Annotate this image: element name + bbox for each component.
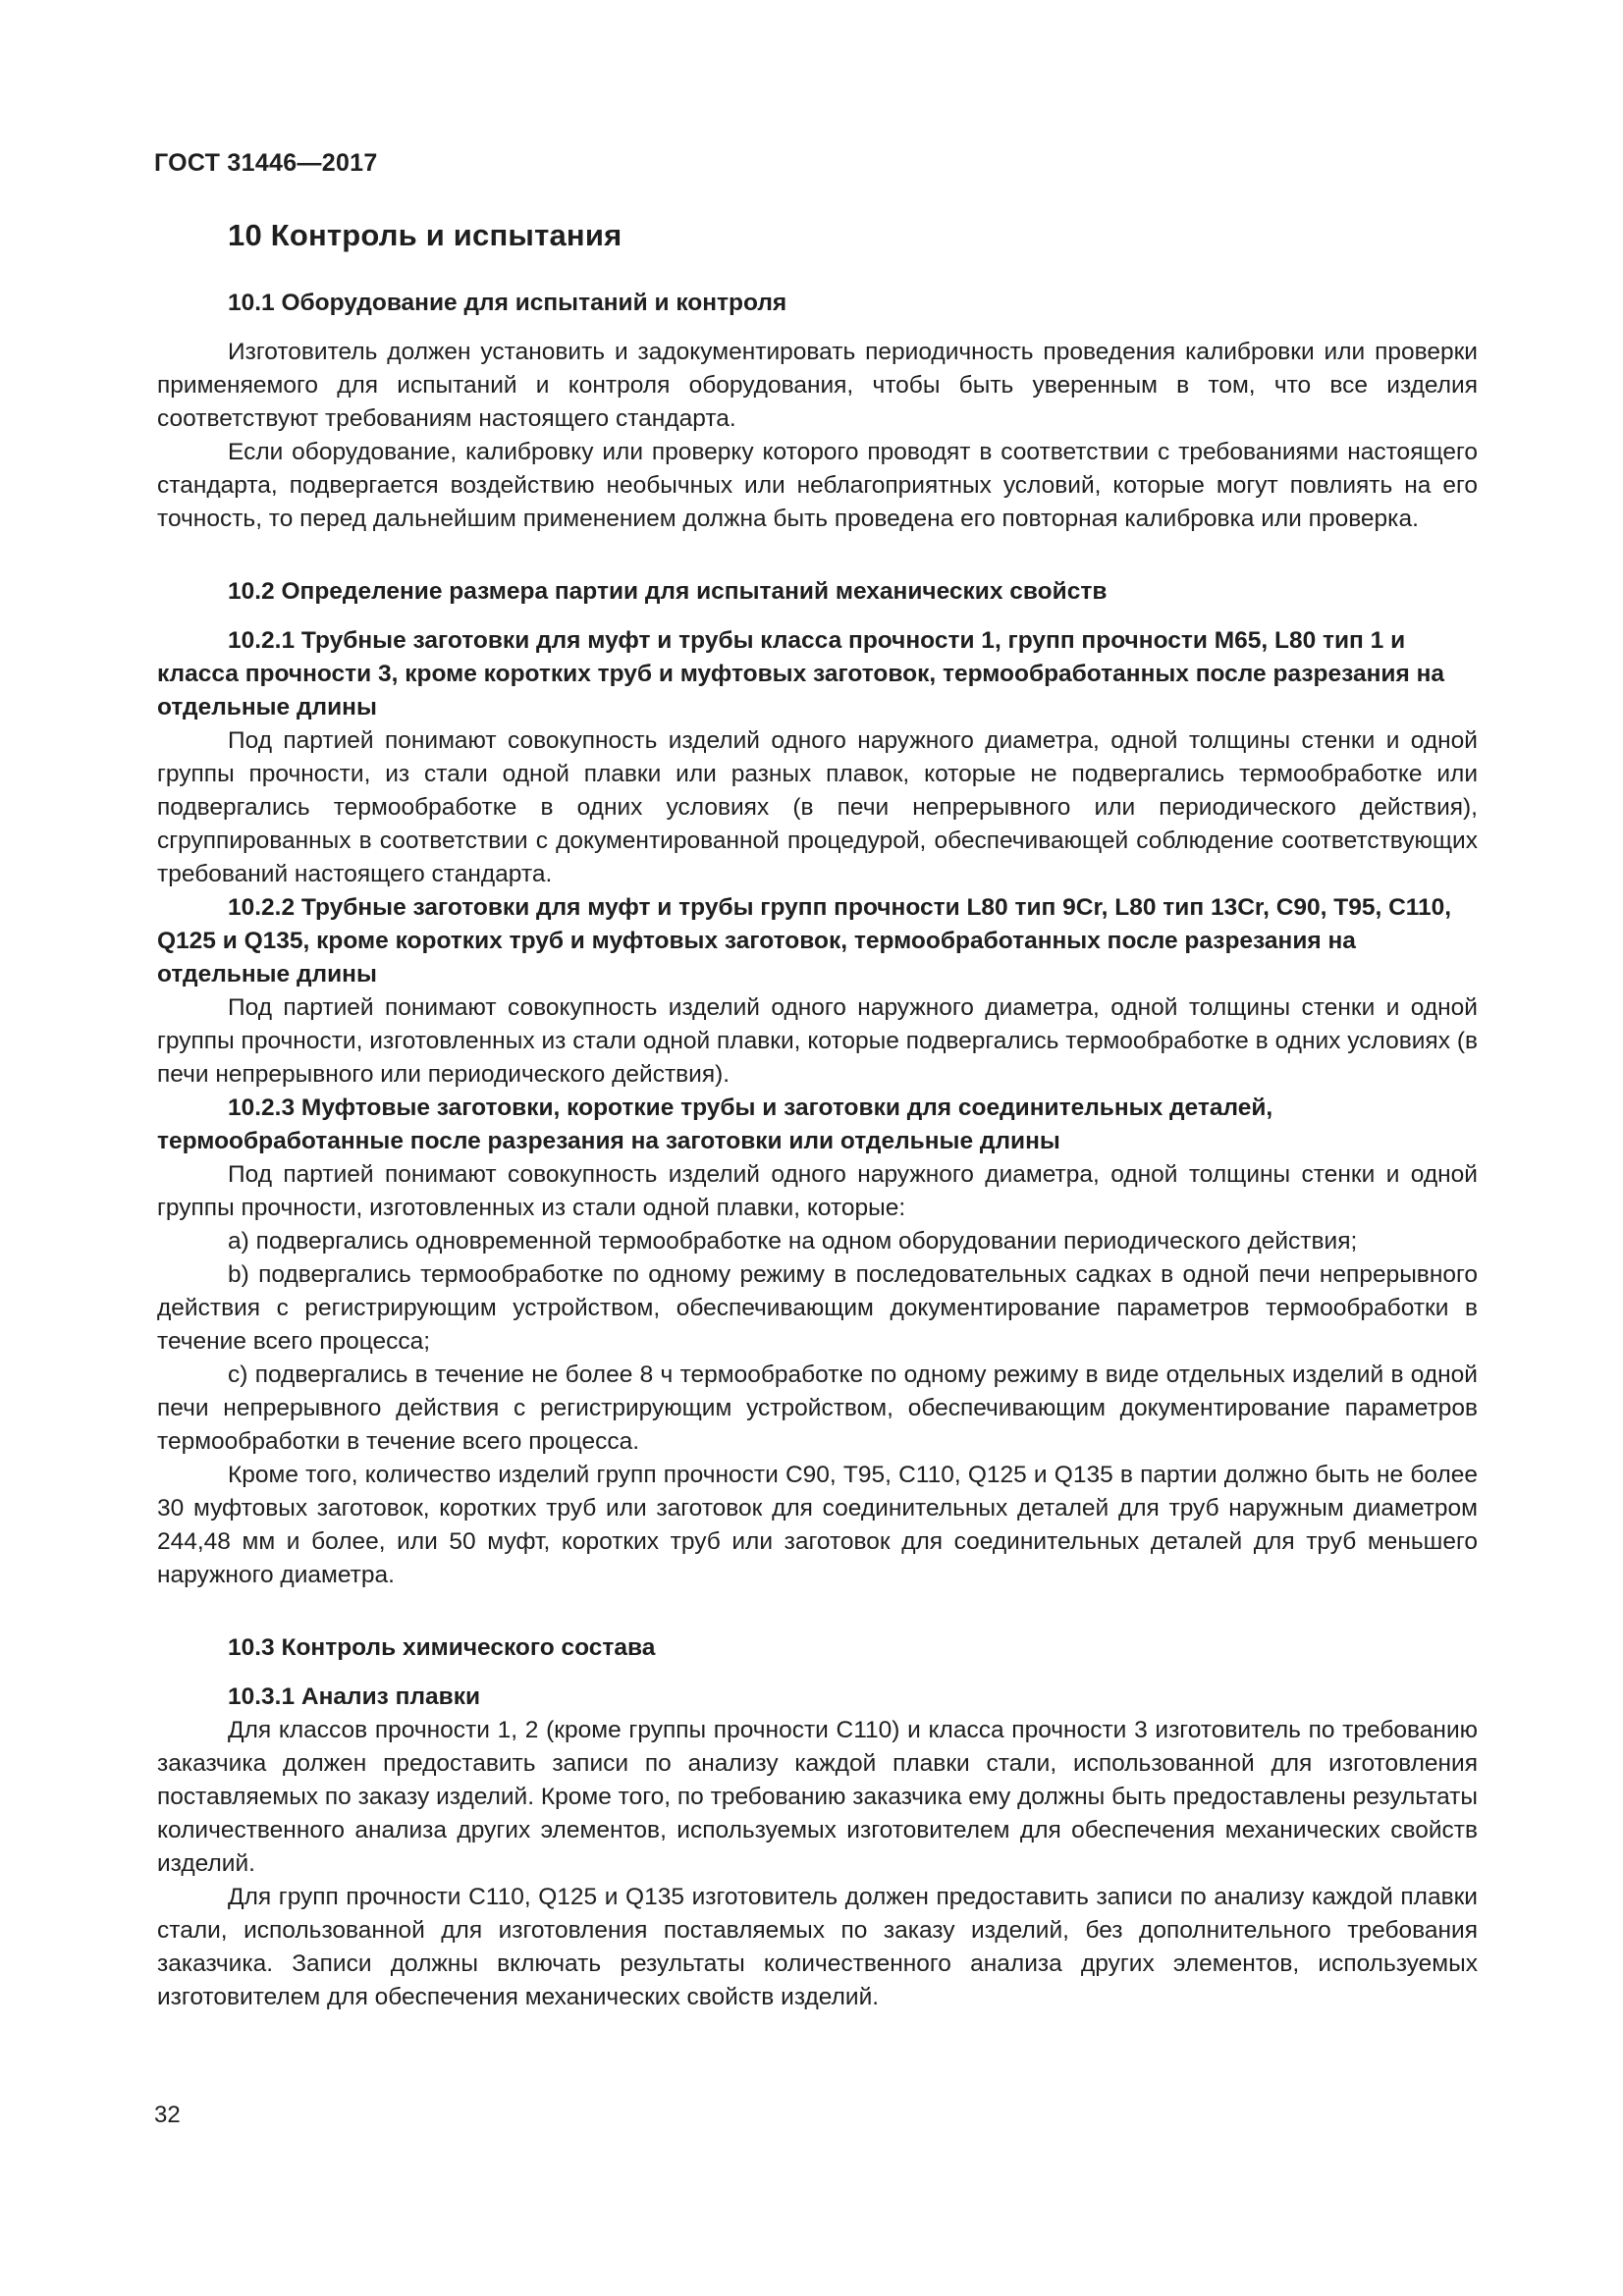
section-10-3-1-paragraph-1: Для классов прочности 1, 2 (кроме группы прочности С110) и класса прочности 3 изготовитель по требованию заказчика должен предоставить записи по анализу каждой плавки стали, использованной для изготовления поставляемых по заказу изделий. Кроме того, по требованию заказчика ему должны быть предоставлены результаты количественного анализа других элементов, используемых изготовителем для обеспечения механических свойств изделий. (157, 1717, 1478, 1877)
list-item-b: b) подвергались термообработке по одному режиму в последовательных садках в одной печи непрерывного действия с регистрирующим устройством, обеспечивающим документирование параметров термообработки в течение всего процесса; (157, 1261, 1478, 1355)
section-10-1-paragraph-2: Если оборудование, калибровку или проверку которого проводят в соответствии с требованиями настоящего стандарта, подвергается воздействию необычных или неблагоприятных условий, которые могут повлиять на его точность, то перед дальнейшим применением должна быть проведена его повторная калибровка или проверка. (157, 439, 1478, 532)
section-10-2-1-paragraph: Под партией понимают совокупность изделий одного наружного диаметра, одной толщины стенки и одной группы прочности, из стали одной плавки или разных плавок, которые не подвергались термообработке или подвергались термообработке в одних условиях (в печи непрерывного или периодического действия), сгруппированных в соответствии с документированной процедурой, обеспечивающей соблюдение соответствующих требований настоящего стандарта. (157, 727, 1478, 887)
section-10-3-1-title: 10.3.1 Анализ плавки (228, 1683, 481, 1710)
section-10-3-1-paragraph-2: Для групп прочности С110, Q125 и Q135 изготовитель должен предоставить записи по анализу каждой плавки стали, использованной для изготовления поставляемых по заказу изделий, без дополнительного требования заказчика. Записи должны включать результаты количественного анализа других элементов, используемых изготовителем для обеспечения механических свойств изделий. (157, 1884, 1478, 2010)
section-10-2-1-title: 10.2.1 Трубные заготовки для муфт и трубы класса прочности 1, групп прочности М65, L80 тип 1 и класса прочности 3, кроме коротких труб и муфтовых заготовок, термообработанных после разрезания на отдельные длины (157, 627, 1445, 721)
section-10-2-3-paragraph-2: Кроме того, количество изделий групп прочности С90, Т95, С110, Q125 и Q135 в партии должно быть не более 30 муфтовых заготовок, коротких труб или заготовок для соединительных деталей для труб наружным диаметром 244,48 мм и более, или 50 муфт, коротких труб или заготовок для соединительных деталей для труб меньшего наружного диаметра. (157, 1462, 1478, 1588)
section-10-2-3-title: 10.2.3 Муфтовые заготовки, короткие трубы и заготовки для соединительных деталей, термообработанные после разрезания на заготовки или отдельные длины (157, 1095, 1273, 1154)
section-10-2-3-paragraph: Под партией понимают совокупность изделий одного наружного диаметра, одной толщины стенки и одной группы прочности, изготовленных из стали одной плавки, которые: (157, 1161, 1478, 1221)
section-10-1-paragraph-1: Изготовитель должен установить и задокументировать периодичность проведения калибровки или проверки применяемого для испытаний и контроля оборудования, чтобы быть уверенным в том, что все изделия соответствуют требованиям настоящего стандарта. (157, 339, 1478, 432)
list-item-c: c) подвергались в течение не более 8 ч термообработке по одному режиму в виде отдельных изделий в одной печи непрерывного действия с регистрирующим устройством, обеспечивающим документирование параметров термообработки в течение всего процесса. (157, 1362, 1478, 1455)
section-10-2-2-paragraph: Под партией понимают совокупность изделий одного наружного диаметра, одной толщины стенки и одной группы прочности, изготовленных из стали одной плавки, которые подвергались термообработке в одних условиях (в печи непрерывного или периодического действия). (157, 994, 1478, 1088)
section-10-2-2-title: 10.2.2 Трубные заготовки для муфт и трубы групп прочности L80 тип 9Cr, L80 тип 13Cr, С90, Т95, С110, Q125 и Q135, кроме коротких труб и муфтовых заготовок, термообработанных после разрезания на отдельные длины (157, 894, 1452, 988)
list-item-a: а) подвергались одновременной термообработке на одном оборудовании периодического действия; (228, 1228, 1358, 1255)
page-number: 32 (154, 2102, 181, 2128)
document-code: ГОСТ 31446—2017 (154, 149, 378, 177)
section-10-2-title: 10.2 Определение размера партии для испытаний механических свойств (228, 578, 1108, 605)
section-10-title: 10 Контроль и испытания (228, 218, 622, 252)
section-10-3-title: 10.3 Контроль химического состава (228, 1634, 656, 1661)
section-10-1-title: 10.1 Оборудование для испытаний и контроля (228, 290, 787, 316)
page-content (157, 218, 1478, 2014)
